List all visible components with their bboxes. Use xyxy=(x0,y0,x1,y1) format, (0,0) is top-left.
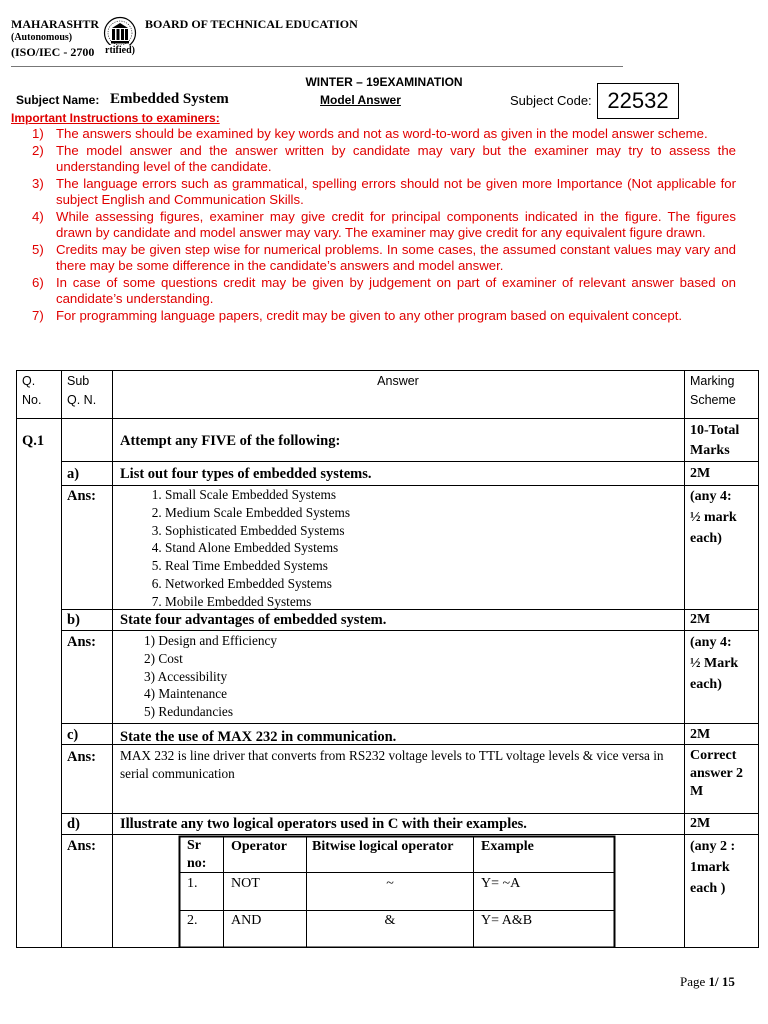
col-header-subq xyxy=(67,372,96,410)
ans-label: Ans: xyxy=(67,838,97,854)
inner-cell-symbol: ~ xyxy=(386,876,394,891)
instruction-item xyxy=(21,308,736,325)
instructions-title: Important Instructions to examiners: xyxy=(11,111,220,125)
scheme-text: (any 4: xyxy=(690,489,732,504)
question-d: Illustrate any two logical operators used in C with their examples. xyxy=(120,816,527,832)
instruction-text: The model answer and the answer written by candidate may vary but the examiner may try to assess the understanding level of the candidate. xyxy=(56,142,736,174)
header-text: Scheme xyxy=(690,393,736,407)
answer-item: 5. Real Time Embedded Systems xyxy=(165,557,350,575)
ans-label: Ans: xyxy=(67,488,97,504)
instruction-item xyxy=(21,242,736,275)
header-text: Marking xyxy=(690,374,735,388)
exam-title: WINTER – 19EXAMINATION xyxy=(305,75,463,89)
inner-cell-symbol: & xyxy=(384,913,396,928)
marks-text: 10-Total xyxy=(690,423,740,438)
scheme-text: (any 4: xyxy=(690,635,732,650)
scheme-text: each) xyxy=(690,677,722,692)
instruction-number: 6) xyxy=(32,274,44,290)
scheme-text: Correct xyxy=(690,748,737,763)
instruction-number: 7) xyxy=(32,307,44,323)
instruction-number: 5) xyxy=(32,241,44,257)
answer-item: 4. Stand Alone Embedded Systems xyxy=(165,539,350,557)
scheme-text: M xyxy=(690,784,704,799)
answer-item: 5) Redundancies xyxy=(144,704,233,720)
subject-code: 22532 xyxy=(597,83,679,119)
scheme-c xyxy=(690,747,743,801)
instruction-text: In case of some questions credit may be given by judgement on part of examiner of relevant answer based on candidate’s understanding. xyxy=(56,274,736,306)
instruction-text: The language errors such as grammatical, spelling errors should not be given more Importance (Not applicable for subject English and Communication Skills. xyxy=(56,175,736,207)
marks-d: 2M xyxy=(690,816,711,831)
header-text: Q. N. xyxy=(67,393,97,407)
total-marks xyxy=(690,421,739,461)
page-label: Page xyxy=(680,974,706,989)
header-divider xyxy=(11,66,623,67)
scheme-text: each) xyxy=(690,531,722,546)
inner-col-header-sr xyxy=(187,837,206,873)
question-c: State the use of MAX 232 in communication. xyxy=(120,729,397,745)
instruction-item xyxy=(21,143,736,176)
marks-c: 2M xyxy=(690,727,711,742)
subject-name-label: Subject Name: xyxy=(16,93,100,107)
org-name xyxy=(11,17,99,59)
inner-col-header-bitwise: Bitwise logical operator xyxy=(312,839,454,854)
header-text: Q. xyxy=(22,374,36,388)
scheme-text: each ) xyxy=(690,881,726,896)
marks-a: 2M xyxy=(690,466,711,481)
ans-label: Ans: xyxy=(67,749,97,765)
inner-cell-operator: AND xyxy=(231,913,262,928)
instruction-item xyxy=(21,209,736,242)
answer-table xyxy=(16,370,759,948)
answer-item: 2) Cost xyxy=(144,650,183,666)
instruction-number: 1) xyxy=(32,126,44,141)
question-number: Q.1 xyxy=(22,433,45,449)
subq-label-d: d) xyxy=(67,816,80,832)
instruction-item xyxy=(21,176,736,209)
inner-cell-sr: 2. xyxy=(187,913,198,928)
header-text: Sub xyxy=(67,374,90,388)
scheme-text: answer 2 xyxy=(690,766,744,781)
instruction-text: Credits may be given step wise for numerical problems. In some cases, the assumed constant values may vary and there may be some difference in the candidate’s answers and model answer. xyxy=(56,241,736,273)
certified-text: rtified) xyxy=(105,45,135,56)
scheme-text: 1mark xyxy=(690,860,730,875)
ans-label: Ans: xyxy=(67,634,97,650)
scheme-b xyxy=(690,632,738,695)
answer-a xyxy=(120,486,350,611)
question-b: State four advantages of embedded system. xyxy=(120,612,387,628)
answer-item: 3. Sophisticated Embedded Systems xyxy=(165,522,350,540)
inner-cell-operator: NOT xyxy=(231,876,260,891)
inner-col-header-operator: Operator xyxy=(231,839,287,854)
scheme-d xyxy=(690,836,735,899)
header-text: No. xyxy=(22,393,42,407)
table-grid xyxy=(16,370,759,948)
instruction-text: The answers should be examined by key words and not as word-to-word as given in the model answer scheme. xyxy=(56,126,708,141)
instructions-list xyxy=(21,126,736,324)
instruction-item xyxy=(21,126,736,143)
answer-item: 1. Small Scale Embedded Systems xyxy=(165,486,350,504)
scheme-text: (any 2 : xyxy=(690,839,736,854)
org-line1: MAHARASHTR xyxy=(11,17,100,31)
marks-text: Marks xyxy=(690,443,730,458)
answer-item: 3) Accessibility xyxy=(144,668,228,684)
answer-c: MAX 232 is line driver that converts from RS232 voltage levels to TTL voltage levels & vice versa in serial communication xyxy=(120,748,664,781)
answer-item: 4) Maintenance xyxy=(144,686,228,702)
instruction-item xyxy=(21,275,736,308)
org-line2: (Autonomous) xyxy=(11,32,73,43)
answer-item: 6. Networked Embedded Systems xyxy=(165,575,350,593)
instruction-text: While assessing figures, examiner may give credit for principal components indicated in the figure. The figures drawn by candidate and model answer may vary. The examiner may give credit for any equivalent figure drawn. xyxy=(56,208,736,240)
instruction-number: 3) xyxy=(32,175,44,191)
answer-item: 1) Design and Efficiency xyxy=(144,633,278,648)
marks-b: 2M xyxy=(690,612,711,627)
col-header-qno xyxy=(22,372,41,410)
page-number xyxy=(680,974,735,990)
header-text: Sr xyxy=(187,838,201,853)
subject-name: Embedded System xyxy=(110,91,229,107)
header-text: no: xyxy=(187,856,207,871)
inner-cell-sr: 1. xyxy=(187,876,198,891)
board-name: BOARD OF TECHNICAL EDUCATION xyxy=(145,17,358,31)
org-line3: (ISO/IEC - 2700 xyxy=(11,45,95,59)
inner-cell-example: Y= A&B xyxy=(481,913,533,928)
inner-col-header-example: Example xyxy=(481,839,534,854)
subq-label-b: b) xyxy=(67,612,80,628)
scheme-text: ½ Mark xyxy=(690,656,739,671)
question-instruction: Attempt any FIVE of the following: xyxy=(120,433,341,449)
subq-label-a: a) xyxy=(67,466,80,482)
subq-label-c: c) xyxy=(67,727,79,743)
model-answer-label: Model Answer xyxy=(320,93,401,107)
instruction-number: 4) xyxy=(32,208,44,224)
page-value: 1/ 15 xyxy=(708,974,735,989)
inner-cell-example: Y= ~A xyxy=(481,876,521,891)
instruction-text: For programming language papers, credit may be given to any other program based on equivalent concept. xyxy=(56,307,683,323)
answer-b xyxy=(144,632,277,721)
answer-item: 2. Medium Scale Embedded Systems xyxy=(165,504,350,522)
subject-code-label: Subject Code: xyxy=(510,93,592,108)
col-header-marking xyxy=(690,372,736,410)
scheme-a xyxy=(690,486,737,549)
col-header-answer: Answer xyxy=(377,374,419,388)
answer-item: 7. Mobile Embedded Systems xyxy=(165,593,350,611)
question-a: List out four types of embedded systems. xyxy=(120,466,372,482)
scheme-text: ½ mark xyxy=(690,510,737,525)
instruction-number: 2) xyxy=(32,142,44,158)
